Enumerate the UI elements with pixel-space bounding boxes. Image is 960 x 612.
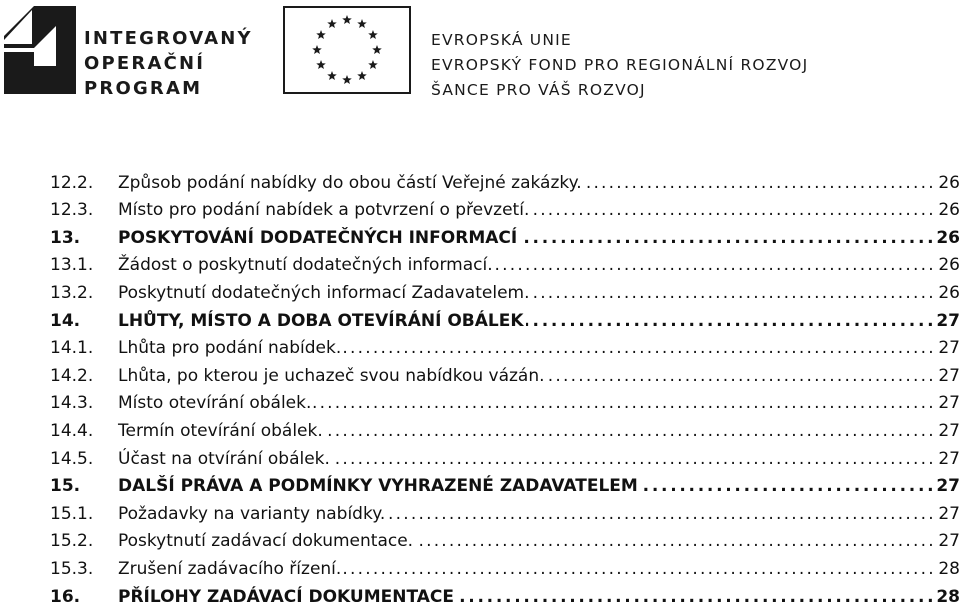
toc-dot-leader bbox=[532, 282, 933, 304]
eu-logo-text bbox=[431, 28, 808, 103]
toc-entry-page: 27 bbox=[938, 503, 960, 524]
toc-entry[interactable] bbox=[50, 359, 960, 387]
iop-logo-line-2: OPERAČNÍ bbox=[84, 53, 206, 74]
toc-entry-page: 27 bbox=[938, 338, 960, 359]
toc-entry[interactable] bbox=[50, 442, 960, 470]
toc-entry[interactable] bbox=[50, 552, 960, 580]
toc-entry-number: 14. bbox=[50, 310, 81, 331]
toc-entry-number: 15.1. bbox=[50, 503, 94, 524]
toc-entry[interactable] bbox=[50, 580, 960, 608]
toc-entry[interactable] bbox=[50, 304, 960, 332]
toc-dot-leader bbox=[547, 365, 932, 387]
toc-entry-title: Termín otevírání obálek. bbox=[118, 420, 323, 441]
toc-entry-page: 26 bbox=[938, 172, 960, 193]
toc-entry-page: 26 bbox=[938, 255, 960, 276]
eu-logo bbox=[283, 6, 843, 98]
toc-entry-page: 27 bbox=[936, 310, 960, 331]
toc-entry-page: 26 bbox=[938, 282, 960, 303]
toc-entry[interactable] bbox=[50, 194, 960, 222]
toc-entry-number: 14.3. bbox=[50, 393, 94, 414]
toc-entry-number: 14.4. bbox=[50, 420, 94, 441]
toc-entry-title: PŘÍLOHY ZADÁVACÍ DOKUMENTACE bbox=[118, 586, 455, 607]
toc-entry[interactable] bbox=[50, 221, 960, 249]
iop-logo bbox=[4, 6, 253, 99]
toc-entry-title: Žádost o poskytnutí dodatečných informací. bbox=[118, 255, 493, 276]
toc-dot-leader bbox=[313, 392, 932, 414]
toc-entry[interactable] bbox=[50, 387, 960, 415]
table-of-contents bbox=[50, 166, 960, 608]
eu-logo-line-3: ŠANCE PRO VÁŠ ROZVOJ bbox=[431, 81, 646, 99]
toc-entry-title: Lhůta, po kterou je uchazeč svou nabídkou vázán. bbox=[118, 365, 545, 386]
toc-entry[interactable] bbox=[50, 497, 960, 525]
toc-entry-page: 26 bbox=[936, 227, 960, 248]
toc-entry[interactable] bbox=[50, 166, 960, 194]
toc-dot-leader bbox=[640, 475, 932, 497]
toc-entry-title: Požadavky na varianty nabídky. bbox=[118, 503, 386, 524]
iop-logo-line-1: INTEGROVANÝ bbox=[84, 28, 253, 49]
toc-entry[interactable] bbox=[50, 276, 960, 304]
eu-logo-line-1: EVROPSKÁ UNIE bbox=[431, 31, 572, 49]
toc-entry-title: LHŮTY, MÍSTO A DOBA OTEVÍRÁNÍ OBÁLEK bbox=[118, 310, 524, 331]
toc-entry-page: 27 bbox=[938, 531, 960, 552]
iop-logo-mark-icon bbox=[4, 6, 76, 96]
toc-dot-leader bbox=[343, 558, 932, 580]
eu-logo-line-2: EVROPSKÝ FOND PRO REGIONÁLNÍ ROZVOJ bbox=[431, 56, 809, 74]
toc-entry-number: 15. bbox=[50, 476, 81, 497]
toc-dot-leader bbox=[387, 503, 932, 525]
toc-entry-title: Zrušení zadávacího řízení. bbox=[118, 558, 342, 579]
toc-dot-leader bbox=[325, 420, 932, 442]
toc-entry[interactable] bbox=[50, 249, 960, 277]
toc-entry-title: POSKYTOVÁNÍ DODATEČNÝCH INFORMACÍ bbox=[118, 227, 518, 248]
toc-dot-leader bbox=[584, 172, 932, 194]
toc-entry-number: 12.3. bbox=[50, 200, 94, 221]
toc-entry-title: Poskytnutí dodatečných informací Zadavatelem. bbox=[118, 282, 530, 303]
toc-entry-title: Místo otevírání obálek. bbox=[118, 393, 312, 414]
iop-logo-text bbox=[84, 26, 253, 101]
toc-entry-title: Způsob podání nabídky do obou částí Veřejné zakázky. bbox=[118, 172, 582, 193]
toc-dot-leader bbox=[495, 254, 932, 276]
toc-entry[interactable] bbox=[50, 414, 960, 442]
toc-entry-title: Lhůta pro podání nabídek. bbox=[118, 338, 342, 359]
toc-entry-page: 27 bbox=[938, 393, 960, 414]
toc-entry-number: 15.2. bbox=[50, 531, 94, 552]
toc-entry-page: 28 bbox=[936, 586, 960, 607]
toc-entry[interactable] bbox=[50, 470, 960, 498]
toc-entry-page: 27 bbox=[938, 448, 960, 469]
toc-entry-number: 15.3. bbox=[50, 558, 94, 579]
page-header bbox=[0, 0, 960, 110]
toc-entry-number: 13. bbox=[50, 227, 81, 248]
toc-entry[interactable] bbox=[50, 525, 960, 553]
toc-entry[interactable] bbox=[50, 332, 960, 360]
toc-dot-leader bbox=[332, 448, 932, 470]
iop-logo-line-3: PROGRAM bbox=[84, 78, 203, 99]
toc-entry-page: 27 bbox=[936, 476, 960, 497]
toc-dot-leader bbox=[415, 530, 932, 552]
toc-dot-leader bbox=[343, 337, 932, 359]
eu-stars-flag-icon bbox=[283, 6, 411, 94]
toc-entry-number: 14.1. bbox=[50, 338, 94, 359]
toc-entry-page: 26 bbox=[938, 200, 960, 221]
toc-dot-leader bbox=[519, 227, 932, 249]
toc-entry-title: Účast na otvírání obálek. bbox=[118, 448, 330, 469]
toc-dot-leader bbox=[531, 199, 932, 221]
toc-entry-page: 27 bbox=[938, 420, 960, 441]
toc-entry-number: 14.5. bbox=[50, 448, 94, 469]
toc-entry-number: 16. bbox=[50, 586, 81, 607]
toc-entry-number: 13.1. bbox=[50, 255, 94, 276]
toc-entry-title: Místo pro podání nabídek a potvrzení o převzetí. bbox=[118, 200, 530, 221]
toc-dot-leader bbox=[456, 586, 932, 608]
toc-dot-leader bbox=[526, 310, 932, 332]
toc-entry-title: Poskytnutí zadávací dokumentace. bbox=[118, 531, 414, 552]
toc-entry-title: DALŠÍ PRÁVA A PODMÍNKY VYHRAZENÉ ZADAVATELEM bbox=[118, 476, 638, 497]
toc-entry-number: 12.2. bbox=[50, 172, 94, 193]
toc-entry-number: 13.2. bbox=[50, 282, 94, 303]
toc-entry-page: 27 bbox=[938, 365, 960, 386]
toc-entry-page: 28 bbox=[938, 558, 960, 579]
toc-entry-number: 14.2. bbox=[50, 365, 94, 386]
